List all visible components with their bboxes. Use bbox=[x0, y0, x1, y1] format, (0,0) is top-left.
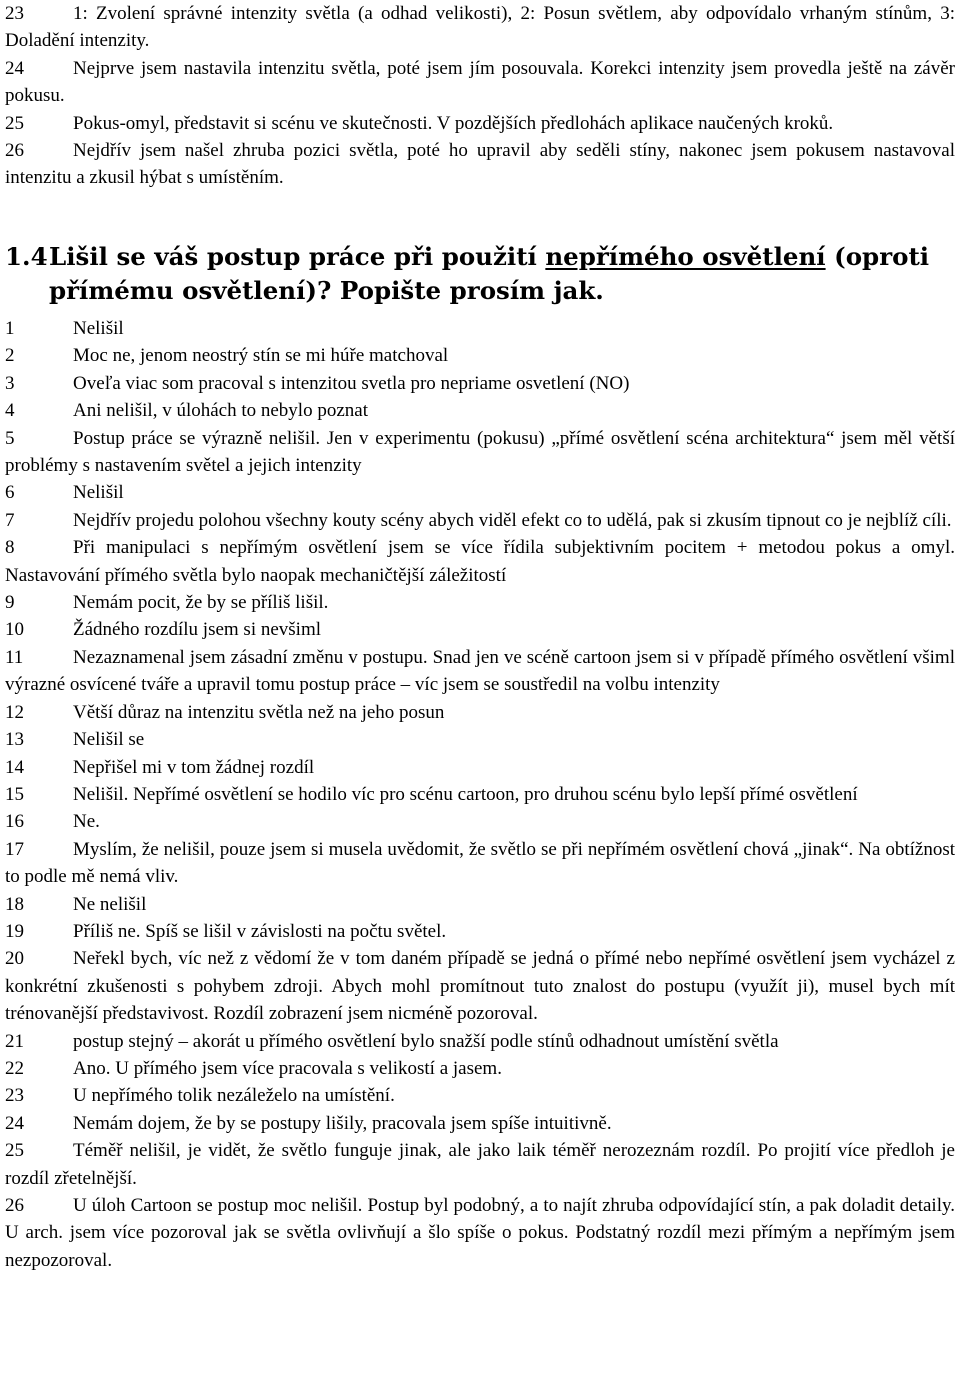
question-heading bbox=[5, 240, 955, 308]
question-text-after: (oproti bbox=[834, 242, 930, 271]
answer-text: Při manipulaci s nepřímým osvětlení jsem se více řídila subjektivním pocitem + metodou pokus a omyl. Nastavování přímého světla bylo naopak mechaničtější záležitostí bbox=[5, 537, 955, 586]
answer-text: Postup práce se výrazně nelišil. Jen v experimentu (pokusu) „přímé osvětlení scéna architektura“ jsem měl větší problémy s nastavením světel a jejich intenzity bbox=[5, 427, 955, 477]
answer-entry bbox=[5, 507, 955, 534]
answer-text: Neřekl bych, víc než z vědomí že v tom daném případě se jedná o přímé nebo nepřímé osvětlení jsem vycházel z konkrétní zkušenosti s pohybem zdroji. Abych mohl promítnout tuto znalost do postupu (využít ji), musel bych mít trénovanější představivost. Rozdíl zobrazení jsem nicméně pozoroval. bbox=[5, 948, 955, 1025]
answer-entry bbox=[5, 1110, 955, 1137]
answer-number: 26 bbox=[5, 1195, 24, 1216]
answer-number: 26 bbox=[5, 140, 24, 162]
answer-number: 10 bbox=[5, 619, 24, 641]
answer-entry bbox=[5, 397, 955, 424]
answer-entry bbox=[5, 110, 955, 137]
answer-entry bbox=[5, 726, 955, 753]
answer-text: Nepřišel mi v tom žádnej rozdíl bbox=[73, 756, 315, 778]
answer-entry bbox=[5, 534, 955, 589]
answer-number: 6 bbox=[5, 482, 15, 504]
question-number: 1.4 bbox=[5, 242, 48, 271]
answer-text: Nelišil bbox=[73, 318, 124, 339]
answer-entry bbox=[5, 1055, 955, 1082]
answer-number: 8 bbox=[5, 537, 15, 559]
answer-entry bbox=[5, 137, 955, 192]
question-line-2: přímému osvětlení)? Popište prosím jak. bbox=[49, 276, 604, 305]
answer-number: 22 bbox=[5, 1057, 24, 1079]
answer-text: Příliš ne. Spíš se lišil v závislosti na počtu světel. bbox=[73, 920, 447, 942]
answer-number: 7 bbox=[5, 509, 15, 531]
answer-text: Myslím, že nelišil, pouze jsem si musela uvědomit, že světlo se při nepřímém osvětlení chová „jinak“. Na obtížnost to podle mě nemá vliv. bbox=[5, 838, 955, 888]
answer-text: Moc ne, jenom neostrý stín se mi húře matchoval bbox=[73, 345, 449, 367]
previous-answers bbox=[5, 0, 955, 192]
answer-text: Ano. U přímého jsem více pracovala s velikostí a jasem. bbox=[73, 1057, 502, 1079]
answer-text: postup stejný – akorát u přímého osvětlení bylo snažší podle stínů odhadnout umístění světla bbox=[73, 1030, 779, 1052]
answer-text: U úloh Cartoon se postup moc nelišil. Postup byl podobný, a to najít zhruba odpovídající stín, a pak doladit detaily. U arch. jsem více pozoroval jak se světla ovlivňují a šlo spíše o pokus. Podstatný rozdíl mezi přímým a nepřímým jsem nezpozoroval. bbox=[5, 1195, 955, 1271]
answer-number: 23 bbox=[5, 1085, 24, 1107]
answer-number: 16 bbox=[5, 811, 24, 833]
answer-entry bbox=[5, 945, 955, 1027]
answer-number: 24 bbox=[5, 57, 24, 79]
answer-entry bbox=[5, 55, 955, 110]
answer-entry bbox=[5, 781, 955, 808]
question-text-before: Lišil se váš postup práce při použití bbox=[49, 242, 537, 271]
answer-number: 23 bbox=[5, 3, 24, 24]
answer-text: Žádného rozdílu jsem si nevšiml bbox=[73, 619, 322, 641]
answer-text: Ani nelišil, v úlohách to nebylo poznat bbox=[73, 400, 368, 422]
answer-entry bbox=[5, 589, 955, 616]
answer-number: 3 bbox=[5, 372, 15, 394]
answer-entry bbox=[5, 1082, 955, 1109]
answer-entry bbox=[5, 1028, 955, 1055]
answer-text: Nelišil bbox=[73, 482, 124, 504]
answer-entry bbox=[5, 644, 955, 699]
answer-entry bbox=[5, 479, 955, 506]
answer-entry bbox=[5, 0, 955, 55]
answer-entry bbox=[5, 836, 955, 891]
answer-text: Ne nelišil bbox=[73, 893, 147, 915]
answer-number: 14 bbox=[5, 756, 24, 778]
answer-text: Nelišil se bbox=[73, 729, 145, 751]
answer-number: 13 bbox=[5, 729, 24, 751]
answer-text: Pokus-omyl, představit si scénu ve skutečnosti. V pozdějších předlohách aplikace naučených kroků. bbox=[73, 112, 834, 134]
answer-number: 4 bbox=[5, 400, 15, 422]
answer-entry bbox=[5, 370, 955, 397]
answer-text: Nemám dojem, že by se postupy lišily, pracovala jsem spíše intuitivně. bbox=[73, 1112, 612, 1134]
answer-text: Téměř nelišil, je vidět, že světlo funguje jinak, ale jako laik téměř nerozeznám rozdíl. Po projití více předloh je rozdíl zřetelnější. bbox=[5, 1140, 955, 1189]
answer-text: Ne. bbox=[73, 811, 100, 833]
answer-entry bbox=[5, 891, 955, 918]
answer-entry bbox=[5, 1192, 955, 1274]
answer-number: 9 bbox=[5, 592, 15, 614]
question-underlined-term: nepřímého osvětlení bbox=[545, 242, 826, 271]
answer-entry bbox=[5, 342, 955, 369]
answer-entry bbox=[5, 315, 955, 342]
answer-entry bbox=[5, 699, 955, 726]
answer-number: 19 bbox=[5, 920, 24, 942]
answer-number: 25 bbox=[5, 1140, 24, 1162]
answer-entry bbox=[5, 425, 955, 480]
answer-entry bbox=[5, 808, 955, 835]
answer-number: 18 bbox=[5, 893, 24, 915]
answer-number: 1 bbox=[5, 318, 15, 339]
answer-entry bbox=[5, 918, 955, 945]
answer-number: 5 bbox=[5, 427, 15, 449]
answer-number: 15 bbox=[5, 783, 24, 805]
answer-text: U nepřímého tolik nezáleželo na umístění. bbox=[73, 1085, 395, 1107]
answer-entry bbox=[5, 1137, 955, 1192]
answer-text: Nejdřív projedu polohou všechny kouty scény abych viděl efekt co to udělá, pak si zkusím tipnout co je nejblíž cíli. bbox=[73, 509, 952, 531]
answer-number: 24 bbox=[5, 1112, 24, 1134]
answer-text: Větší důraz na intenzitu světla než na jeho posun bbox=[73, 701, 445, 723]
answer-entry bbox=[5, 754, 955, 781]
answer-entry bbox=[5, 616, 955, 643]
answer-number: 11 bbox=[5, 646, 24, 668]
answer-number: 2 bbox=[5, 345, 15, 367]
answer-text: Nelišil. Nepřímé osvětlení se hodilo víc pro scénu cartoon, pro druhou scénu bylo lepší přímé osvětlení bbox=[73, 783, 858, 805]
answer-text: Nejprve jsem nastavila intenzitu světla, poté jsem jím posouvala. Korekci intenzity jsem provedla ještě na závěr pokusu. bbox=[5, 57, 955, 107]
answer-text: Nezaznamenal jsem zásadní změnu v postupu. Snad jen ve scéně cartoon jsem si v případě přímého osvětlení všiml výrazné osvícené tváře a upravil tomu postup práce – víc jsem se soustředil na volbu intenzity bbox=[5, 646, 955, 696]
answer-number: 25 bbox=[5, 112, 24, 134]
answer-text: Nejdřív jsem našel zhruba pozici světla, poté ho upravil aby seděli stíny, nakonec jsem pokusem nastavoval intenzitu a zkusil hýbat s umístěním. bbox=[5, 140, 955, 189]
answer-text: Oveľa viac som pracoval s intenzitou svetla pro nepriame osvetlení (NO) bbox=[73, 372, 630, 394]
answer-number: 12 bbox=[5, 701, 24, 723]
answer-number: 17 bbox=[5, 838, 24, 860]
answer-number: 21 bbox=[5, 1030, 24, 1052]
answer-text: 1: Zvolení správné intenzity světla (a odhad velikosti), 2: Posun světlem, aby odpovídalo vrhaným stínům, 3: Doladění intenzity. bbox=[5, 3, 955, 52]
answer-text: Nemám pocit, že by se příliš lišil. bbox=[73, 592, 329, 614]
answer-number: 20 bbox=[5, 948, 24, 970]
answers-list bbox=[5, 315, 955, 1274]
